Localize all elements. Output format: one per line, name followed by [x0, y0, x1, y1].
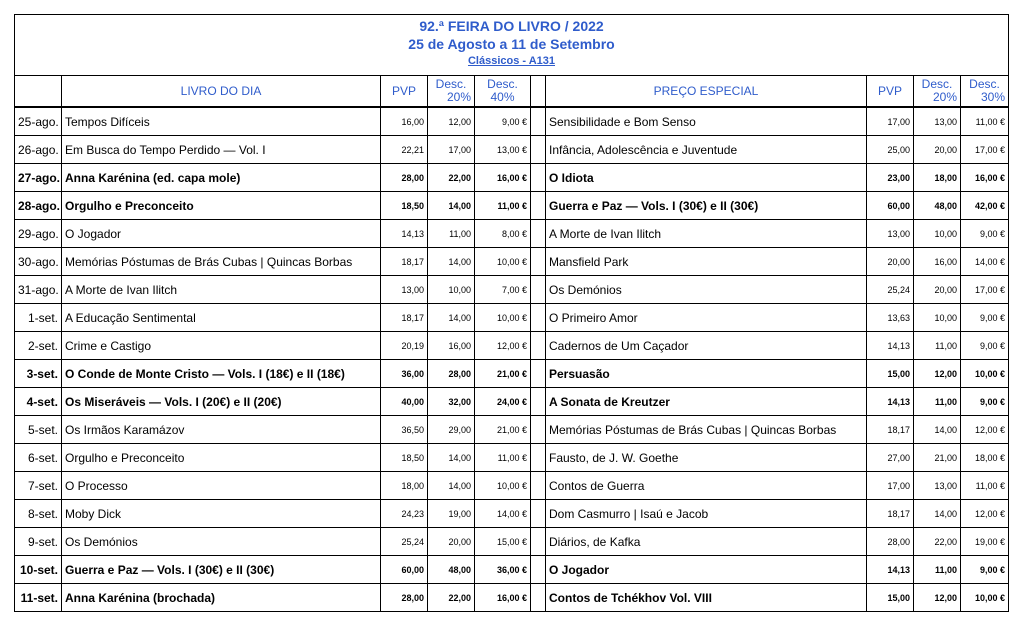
desc-pct: 20% [446, 90, 471, 104]
date-cell: 25-ago. [15, 107, 62, 136]
special-desc20-cell: 13,00 [914, 107, 961, 136]
pvp-cell: 18,00 [381, 472, 428, 500]
special-title-cell: Fausto, de J. W. Goethe [546, 444, 867, 472]
special-title-cell: O Idiota [546, 164, 867, 192]
special-desc30-cell: 14,00 € [961, 248, 1009, 276]
desc40-cell: 10,00 € [475, 248, 531, 276]
date-cell: 30-ago. [15, 248, 62, 276]
special-desc20-cell: 10,00 [914, 220, 961, 248]
date-cell: 6-set. [15, 444, 62, 472]
special-pvp-cell: 17,00 [867, 107, 914, 136]
book-title-cell: A Morte de Ivan Ilitch [62, 276, 381, 304]
table-row [15, 360, 1009, 388]
book-title-cell: Moby Dick [62, 500, 381, 528]
date-cell: 31-ago. [15, 276, 62, 304]
book-title-cell: Orgulho e Preconceito [62, 192, 381, 220]
desc-pct: 40% [490, 90, 515, 104]
desc40-cell: 11,00 € [475, 444, 531, 472]
spacer-cell [531, 388, 546, 416]
desc40-cell: 10,00 € [475, 304, 531, 332]
spacer-cell [531, 107, 546, 136]
special-pvp-cell: 14,13 [867, 388, 914, 416]
spacer-cell [531, 248, 546, 276]
desc20-header [428, 76, 475, 108]
special-title-cell: Persuasão [546, 360, 867, 388]
special-desc30-cell: 16,00 € [961, 164, 1009, 192]
date-cell: 1-set. [15, 304, 62, 332]
special-desc20-cell: 11,00 [914, 556, 961, 584]
spacer-cell [531, 556, 546, 584]
section-label: Clássicos - A131 [467, 55, 556, 67]
special-pvp-cell: 25,24 [867, 276, 914, 304]
table-row [15, 164, 1009, 192]
special-desc20-cell: 20,00 [914, 276, 961, 304]
pvp-cell: 28,00 [381, 164, 428, 192]
pvp-cell: 20,19 [381, 332, 428, 360]
special-desc30-cell: 11,00 € [961, 472, 1009, 500]
special-desc30-cell: 42,00 € [961, 192, 1009, 220]
special-title-cell: Contos de Guerra [546, 472, 867, 500]
special-pvp-cell: 28,00 [867, 528, 914, 556]
special-desc20-cell: 10,00 [914, 304, 961, 332]
special-pvp-cell: 60,00 [867, 192, 914, 220]
pvp-cell: 18,17 [381, 248, 428, 276]
spacer-cell [531, 416, 546, 444]
table-row [15, 500, 1009, 528]
book-title-cell: Orgulho e Preconceito [62, 444, 381, 472]
date-cell: 27-ago. [15, 164, 62, 192]
spacer-cell [531, 220, 546, 248]
special-desc20-cell: 16,00 [914, 248, 961, 276]
special-pvp-cell: 14,13 [867, 556, 914, 584]
special-pvp-cell: 13,00 [867, 220, 914, 248]
book-title-cell: O Jogador [62, 220, 381, 248]
pvp-cell: 18,50 [381, 444, 428, 472]
special-pvp-cell: 23,00 [867, 164, 914, 192]
desc-pct: 20% [932, 90, 957, 104]
special-desc30-cell: 19,00 € [961, 528, 1009, 556]
book-title-cell: O Processo [62, 472, 381, 500]
book-title-cell: Guerra e Paz — Vols. I (30€) e II (30€) [62, 556, 381, 584]
special-desc20-header [914, 76, 961, 108]
desc40-cell: 7,00 € [475, 276, 531, 304]
pvp-cell: 24,23 [381, 500, 428, 528]
special-pvp-header: PVP [867, 76, 914, 108]
desc20-cell: 14,00 [428, 444, 475, 472]
special-desc30-cell: 9,00 € [961, 304, 1009, 332]
table-row [15, 388, 1009, 416]
date-cell: 28-ago. [15, 192, 62, 220]
special-title-cell: Diários, de Kafka [546, 528, 867, 556]
desc40-cell: 8,00 € [475, 220, 531, 248]
special-title-cell: O Jogador [546, 556, 867, 584]
special-desc20-cell: 11,00 [914, 388, 961, 416]
pvp-cell: 36,00 [381, 360, 428, 388]
spacer-cell [531, 164, 546, 192]
special-pvp-cell: 13,63 [867, 304, 914, 332]
special-title-cell: A Morte de Ivan Ilitch [546, 220, 867, 248]
special-pvp-cell: 15,00 [867, 360, 914, 388]
special-desc30-cell: 18,00 € [961, 444, 1009, 472]
book-title-cell: Os Miseráveis — Vols. I (20€) e II (20€) [62, 388, 381, 416]
special-desc30-cell: 17,00 € [961, 276, 1009, 304]
column-header-row [15, 76, 1009, 108]
desc20-cell: 22,00 [428, 164, 475, 192]
book-title-cell: Crime e Castigo [62, 332, 381, 360]
book-title-cell: Anna Karénina (ed. capa mole) [62, 164, 381, 192]
special-title-cell: Sensibilidade e Bom Senso [546, 107, 867, 136]
date-cell: 26-ago. [15, 136, 62, 164]
special-desc30-cell: 9,00 € [961, 220, 1009, 248]
book-title-cell: Anna Karénina (brochada) [62, 584, 381, 612]
desc20-cell: 29,00 [428, 416, 475, 444]
special-desc30-cell: 17,00 € [961, 136, 1009, 164]
pvp-cell: 18,17 [381, 304, 428, 332]
pvp-cell: 18,50 [381, 192, 428, 220]
table-row [15, 220, 1009, 248]
table-row [15, 584, 1009, 612]
desc40-cell: 36,00 € [475, 556, 531, 584]
table-row [15, 444, 1009, 472]
special-desc30-cell: 12,00 € [961, 500, 1009, 528]
date-cell: 11-set. [15, 584, 62, 612]
table-row [15, 472, 1009, 500]
desc40-cell: 11,00 € [475, 192, 531, 220]
desc40-header [475, 76, 531, 108]
desc-label: Desc. [487, 77, 518, 91]
pvp-cell: 25,24 [381, 528, 428, 556]
desc-label: Desc. [921, 77, 953, 91]
book-fair-table [14, 14, 1009, 612]
desc40-cell: 21,00 € [475, 416, 531, 444]
spacer-cell [531, 360, 546, 388]
table-row [15, 136, 1009, 164]
desc20-cell: 16,00 [428, 332, 475, 360]
book-title-cell: A Educação Sentimental [62, 304, 381, 332]
desc20-cell: 48,00 [428, 556, 475, 584]
special-desc20-cell: 12,00 [914, 584, 961, 612]
special-desc20-cell: 18,00 [914, 164, 961, 192]
desc40-cell: 24,00 € [475, 388, 531, 416]
table-row [15, 192, 1009, 220]
special-pvp-cell: 15,00 [867, 584, 914, 612]
special-title-cell: Contos de Tchékhov Vol. VIII [546, 584, 867, 612]
desc20-cell: 22,00 [428, 584, 475, 612]
special-title-cell: Mansfield Park [546, 248, 867, 276]
fair-title: 92.ª FEIRA DO LIVRO / 2022 [419, 18, 604, 34]
desc40-cell: 10,00 € [475, 472, 531, 500]
spacer-cell [531, 444, 546, 472]
special-desc30-cell: 11,00 € [961, 107, 1009, 136]
spacer-cell [531, 332, 546, 360]
special-desc20-cell: 48,00 [914, 192, 961, 220]
special-title-cell: Guerra e Paz — Vols. I (30€) e II (30€) [546, 192, 867, 220]
book-title-cell: O Conde de Monte Cristo — Vols. I (18€) e II (18€) [62, 360, 381, 388]
desc40-cell: 21,00 € [475, 360, 531, 388]
spacer-cell [531, 136, 546, 164]
special-pvp-cell: 17,00 [867, 472, 914, 500]
book-title-cell: Tempos Difíceis [62, 107, 381, 136]
desc20-cell: 28,00 [428, 360, 475, 388]
special-title-cell: O Primeiro Amor [546, 304, 867, 332]
pvp-header: PVP [381, 76, 428, 108]
special-desc20-cell: 22,00 [914, 528, 961, 556]
spacer-cell [531, 192, 546, 220]
date-cell: 3-set. [15, 360, 62, 388]
special-desc30-cell: 9,00 € [961, 556, 1009, 584]
desc20-cell: 14,00 [428, 304, 475, 332]
special-desc30-header [961, 76, 1009, 108]
desc20-cell: 19,00 [428, 500, 475, 528]
desc-pct: 30% [980, 90, 1006, 104]
desc40-cell: 12,00 € [475, 332, 531, 360]
date-header [15, 76, 62, 108]
table-row [15, 528, 1009, 556]
spacer-cell [531, 472, 546, 500]
special-pvp-cell: 18,17 [867, 416, 914, 444]
special-title-cell: Cadernos de Um Caçador [546, 332, 867, 360]
date-cell: 29-ago. [15, 220, 62, 248]
special-pvp-cell: 25,00 [867, 136, 914, 164]
desc20-cell: 14,00 [428, 248, 475, 276]
special-title-cell: Dom Casmurro | Isaú e Jacob [546, 500, 867, 528]
book-title-cell: Os Irmãos Karamázov [62, 416, 381, 444]
desc20-cell: 17,00 [428, 136, 475, 164]
special-desc20-cell: 21,00 [914, 444, 961, 472]
spacer-cell [531, 276, 546, 304]
date-cell: 7-set. [15, 472, 62, 500]
spacer-column [531, 76, 546, 108]
desc40-cell: 14,00 € [475, 500, 531, 528]
date-cell: 4-set. [15, 388, 62, 416]
special-desc20-cell: 20,00 [914, 136, 961, 164]
fair-dates: 25 de Agosto a 11 de Setembro [408, 36, 615, 52]
special-title-cell: Infância, Adolescência e Juventude [546, 136, 867, 164]
date-cell: 8-set. [15, 500, 62, 528]
date-cell: 9-set. [15, 528, 62, 556]
spacer-cell [531, 528, 546, 556]
special-pvp-cell: 27,00 [867, 444, 914, 472]
pvp-cell: 13,00 [381, 276, 428, 304]
special-desc30-cell: 9,00 € [961, 332, 1009, 360]
desc20-cell: 32,00 [428, 388, 475, 416]
table-row [15, 304, 1009, 332]
desc40-cell: 16,00 € [475, 584, 531, 612]
special-title-cell: Os Demónios [546, 276, 867, 304]
special-pvp-cell: 20,00 [867, 248, 914, 276]
spacer-cell [531, 500, 546, 528]
special-title-cell: A Sonata de Kreutzer [546, 388, 867, 416]
special-pvp-cell: 14,13 [867, 332, 914, 360]
special-desc20-cell: 14,00 [914, 416, 961, 444]
special-desc30-cell: 12,00 € [961, 416, 1009, 444]
special-desc30-cell: 9,00 € [961, 388, 1009, 416]
desc20-cell: 14,00 [428, 472, 475, 500]
spacer-cell [531, 584, 546, 612]
book-title-cell: Em Busca do Tempo Perdido — Vol. I [62, 136, 381, 164]
date-cell: 2-set. [15, 332, 62, 360]
livro-do-dia-header: LIVRO DO DIA [62, 76, 381, 108]
title-block [15, 15, 1009, 76]
special-pvp-cell: 18,17 [867, 500, 914, 528]
desc-label: Desc. [969, 77, 1000, 91]
desc40-cell: 13,00 € [475, 136, 531, 164]
special-desc20-cell: 14,00 [914, 500, 961, 528]
book-title-cell: Os Demónios [62, 528, 381, 556]
desc40-cell: 16,00 € [475, 164, 531, 192]
desc-label: Desc. [435, 77, 467, 91]
desc20-cell: 10,00 [428, 276, 475, 304]
table-row [15, 276, 1009, 304]
special-desc20-cell: 11,00 [914, 332, 961, 360]
date-cell: 10-set. [15, 556, 62, 584]
date-cell: 5-set. [15, 416, 62, 444]
book-title-cell: Memórias Póstumas de Brás Cubas | Quincas Borbas [62, 248, 381, 276]
table-row [15, 107, 1009, 136]
table-row [15, 248, 1009, 276]
desc20-cell: 20,00 [428, 528, 475, 556]
preco-especial-header: PREÇO ESPECIAL [546, 76, 867, 108]
pvp-cell: 36,50 [381, 416, 428, 444]
desc20-cell: 14,00 [428, 192, 475, 220]
desc40-cell: 15,00 € [475, 528, 531, 556]
special-desc30-cell: 10,00 € [961, 360, 1009, 388]
desc20-cell: 12,00 [428, 107, 475, 136]
desc20-cell: 11,00 [428, 220, 475, 248]
spacer-cell [531, 304, 546, 332]
table-row [15, 416, 1009, 444]
pvp-cell: 60,00 [381, 556, 428, 584]
pvp-cell: 14,13 [381, 220, 428, 248]
special-desc20-cell: 13,00 [914, 472, 961, 500]
special-title-cell: Memórias Póstumas de Brás Cubas | Quincas Borbas [546, 416, 867, 444]
special-desc20-cell: 12,00 [914, 360, 961, 388]
pvp-cell: 28,00 [381, 584, 428, 612]
table-row [15, 332, 1009, 360]
pvp-cell: 40,00 [381, 388, 428, 416]
special-desc30-cell: 10,00 € [961, 584, 1009, 612]
desc40-cell: 9,00 € [475, 107, 531, 136]
table-row [15, 556, 1009, 584]
pvp-cell: 22,21 [381, 136, 428, 164]
price-sheet [14, 14, 1008, 612]
pvp-cell: 16,00 [381, 107, 428, 136]
